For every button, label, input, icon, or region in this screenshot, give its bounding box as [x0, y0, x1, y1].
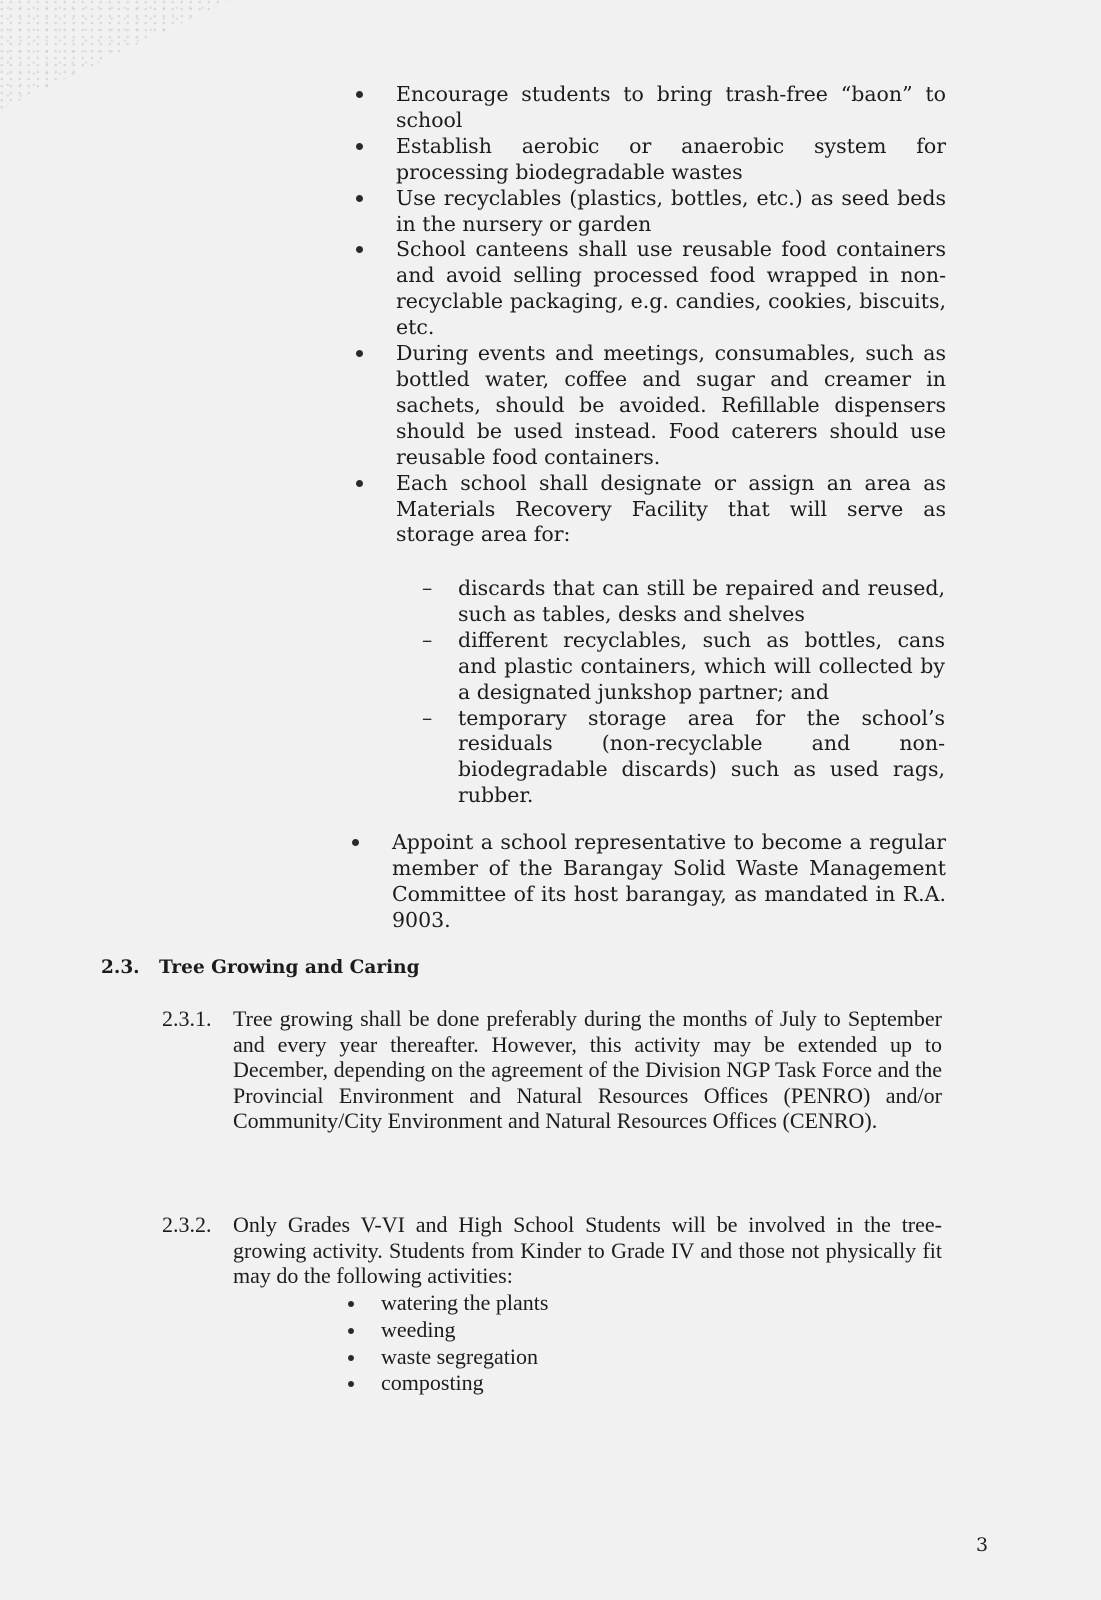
paragraph-number: 2.3.2. — [162, 1212, 212, 1237]
dash-icon: – — [422, 576, 433, 600]
list-item: – temporary storage area for the school’s residuals (non-recyclable and non-biodegradable discards) such as used rags, rubber. — [422, 705, 945, 808]
paragraph-text: Only Grades V-VI and High School Students will be involved in the tree-growing activity. Students from Kinder to Grade IV and those not physically fit may do the following activities: — [233, 1212, 942, 1289]
paragraph-2-3-2 — [162, 1212, 942, 1289]
activities-list — [348, 1290, 548, 1397]
bullet-icon — [356, 143, 363, 150]
bullet-icon — [356, 350, 363, 357]
bullet-icon — [356, 195, 363, 202]
list-item: – different recyclables, such as bottles, cans and plastic containers, which will collected by a designated junkshop partner; and — [422, 627, 945, 704]
list-item: Appoint a school representative to become a regular member of the Barangay Solid Waste Management Committee of its host barangay, as mandated in R.A. 9003. — [352, 830, 946, 934]
list-item: Use recyclables (plastics, bottles, etc.) as seed beds in the nursery or garden — [356, 186, 946, 238]
mrf-guidelines-list — [356, 82, 946, 548]
list-item: School canteens shall use reusable food containers and avoid selling processed food wrapped in non-recyclable packaging, e.g. candies, cookies, biscuits, etc. — [356, 237, 946, 341]
dash-icon: – — [422, 705, 433, 730]
paragraph-text: Tree growing shall be done preferably during the months of July to September and every year thereafter. However, this activity may be extended up to December, depending on the agreement of the Division NGP Task Force and the Provincial Environment and Natural Resources Offices (PENRO) and/or Community/City Environment and Natural Resources Offices (CENRO). — [233, 1006, 942, 1134]
list-item: – discards that can still be repaired and reused, such as tables, desks and shelves — [422, 576, 945, 626]
bullet-icon — [356, 480, 363, 487]
section-heading — [101, 956, 420, 980]
dash-icon: – — [422, 627, 433, 652]
list-item: composting — [348, 1370, 548, 1397]
list-item: watering the plants — [348, 1290, 548, 1317]
scan-artifact — [0, 0, 230, 110]
list-item: Each school shall designate or assign an area as Materials Recovery Facility that will serve as storage area for: — [356, 471, 946, 549]
bullet-icon — [352, 839, 359, 846]
list-item: Encourage students to bring trash-free “baon” to school — [356, 82, 946, 134]
paragraph-2-3-1 — [162, 1006, 942, 1134]
list-item: During events and meetings, consumables, such as bottled water, coffee and sugar and creamer in sachets, should be avoided. Refillable dispensers should be used instead. Food caterers should use reusable food containers. — [356, 341, 946, 471]
storage-area-list — [420, 576, 945, 809]
bullet-icon — [348, 1301, 354, 1307]
list-item: weeding — [348, 1317, 548, 1344]
bullet-icon — [348, 1328, 354, 1334]
section-number: 2.3. — [101, 957, 140, 978]
page-number: 3 — [976, 1534, 989, 1556]
bullet-icon — [348, 1381, 354, 1387]
list-item: waste segregation — [348, 1344, 548, 1371]
paragraph-number: 2.3.1. — [162, 1006, 212, 1031]
section-title: Tree Growing and Caring — [159, 957, 420, 978]
bullet-icon — [356, 91, 363, 98]
bullet-icon — [348, 1355, 354, 1361]
representative-bullet — [352, 830, 946, 934]
bullet-icon — [356, 246, 363, 253]
list-item: Establish aerobic or anaerobic system for processing biodegradable wastes — [356, 134, 946, 186]
